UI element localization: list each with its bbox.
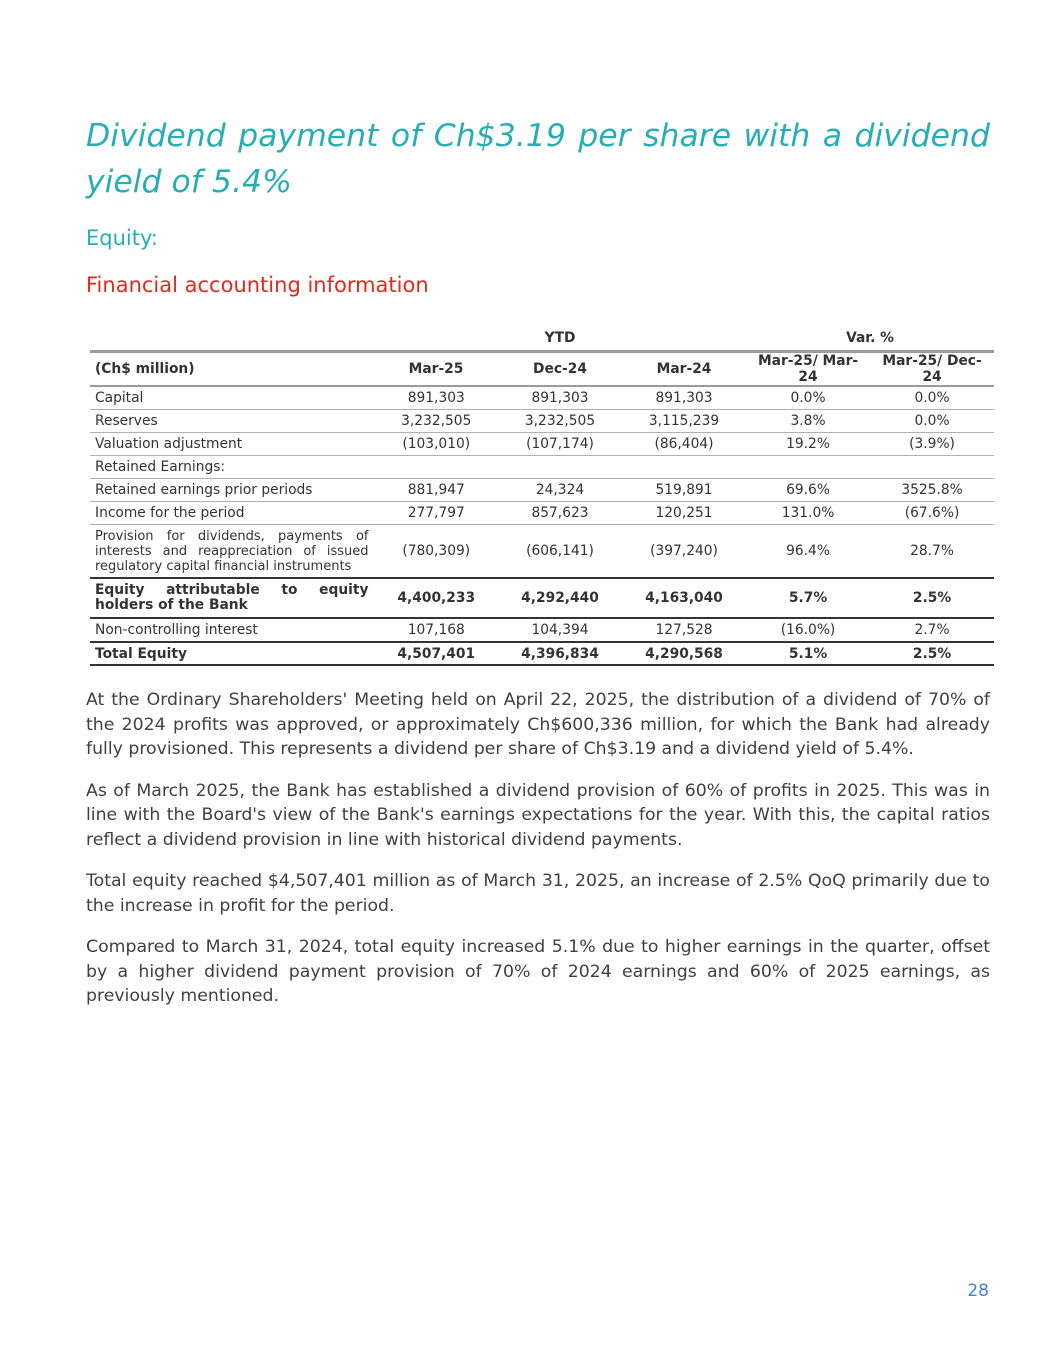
paragraph: Compared to March 31, 2024, total equity increased 5.1% due to higher earnings in the quarter, offset by a higher dividend payment provision of 70% of 2024 earnings and 60% of 2025 earnings, as previously mentioned. <box>86 937 990 1006</box>
table-row <box>90 502 994 525</box>
table-cell: 3,232,505 <box>374 410 498 433</box>
table-cell: 4,507,401 <box>374 642 498 665</box>
table-cell: (606,141) <box>498 525 622 579</box>
page-number: 28 <box>967 1281 989 1301</box>
table-cell: 5.1% <box>746 642 870 665</box>
equity-table <box>90 325 994 666</box>
row-label: Non-controlling interest <box>90 618 374 642</box>
table-cell: 120,251 <box>622 502 746 525</box>
table-cell: 5.7% <box>746 578 870 618</box>
ytd-group-header: YTD <box>544 329 576 346</box>
table-cell: 891,303 <box>622 386 746 410</box>
table-cell: 69.6% <box>746 479 870 502</box>
section-title: Equity: <box>86 226 158 250</box>
table-cell: 107,168 <box>374 618 498 642</box>
table-cell: 24,324 <box>498 479 622 502</box>
headline: Dividend payment of Ch$3.19 per share with a dividend yield of 5.4% <box>86 118 990 200</box>
table-cell: 4,290,568 <box>622 642 746 665</box>
column-header: (Ch$ million) <box>90 352 374 387</box>
table-cell: 19.2% <box>746 433 870 456</box>
table-cell: 891,303 <box>374 386 498 410</box>
row-label: Retained earnings prior periods <box>90 479 374 502</box>
var-group-header: Var. % <box>846 329 895 346</box>
subsection-title: Financial accounting information <box>86 273 429 297</box>
table-row <box>90 618 994 642</box>
table-cell: 4,163,040 <box>622 578 746 618</box>
table-cell: 4,400,233 <box>374 578 498 618</box>
table-group-header <box>90 325 994 352</box>
table-cell: (3.9%) <box>870 433 994 456</box>
row-label: Valuation adjustment <box>90 433 374 456</box>
column-header: Mar-25/ Dec-24 <box>870 352 994 387</box>
table-cell: (16.0%) <box>746 618 870 642</box>
table-cell: (107,174) <box>498 433 622 456</box>
paragraph: As of March 2025, the Bank has established a dividend provision of 60% of profits in 2025. This was in line with the Board's view of the Bank's earnings expectations for the year. With this, the capital ratios reflect a dividend provision in line with historical dividend payments. <box>86 780 990 850</box>
table-cell: (86,404) <box>622 433 746 456</box>
body-text <box>86 688 990 1026</box>
table-cell: 0.0% <box>746 386 870 410</box>
table-cell: 277,797 <box>374 502 498 525</box>
row-label: Income for the period <box>90 502 374 525</box>
table-cell: 0.0% <box>870 386 994 410</box>
table-cell: 4,396,834 <box>498 642 622 665</box>
table-cell: 3,232,505 <box>498 410 622 433</box>
table-cell: 0.0% <box>870 410 994 433</box>
column-header: Mar-24 <box>622 352 746 387</box>
table-cell: (397,240) <box>622 525 746 579</box>
table-cell: 96.4% <box>746 525 870 579</box>
table-row <box>90 479 994 502</box>
table-cell: (780,309) <box>374 525 498 579</box>
table-cell: (67.6%) <box>870 502 994 525</box>
table-cell: 2.7% <box>870 618 994 642</box>
column-header: Mar-25/ Mar-24 <box>746 352 870 387</box>
table-cell: 131.0% <box>746 502 870 525</box>
table-cell: 104,394 <box>498 618 622 642</box>
row-label: Reserves <box>90 410 374 433</box>
table-cell: 857,623 <box>498 502 622 525</box>
table-row-subheading <box>90 456 994 479</box>
table-cell: 881,947 <box>374 479 498 502</box>
table-cell: 4,292,440 <box>498 578 622 618</box>
table-cell: 2.5% <box>870 642 994 665</box>
row-label: Equity attributable to equity holders of the Bank <box>90 578 374 618</box>
table-cell: 3.8% <box>746 410 870 433</box>
table-row <box>90 386 994 410</box>
table-cell: 28.7% <box>870 525 994 579</box>
table-cell: (103,010) <box>374 433 498 456</box>
row-label: Provision for dividends, payments of interests and reappreciation of issued regulatory capital financial instruments <box>90 525 374 579</box>
table-column-header <box>90 352 994 387</box>
table-cell: 891,303 <box>498 386 622 410</box>
paragraph: Total equity reached $4,507,401 million as of March 31, 2025, an increase of 2.5% QoQ primarily due to the increase in profit for the period. <box>86 871 990 916</box>
table-cell: 3525.8% <box>870 479 994 502</box>
row-label: Retained Earnings: <box>90 456 374 479</box>
table-row-subtotal <box>90 578 994 618</box>
table-cell: 519,891 <box>622 479 746 502</box>
table-cell: 127,528 <box>622 618 746 642</box>
table-cell: 3,115,239 <box>622 410 746 433</box>
table-row <box>90 410 994 433</box>
column-header: Dec-24 <box>498 352 622 387</box>
row-label: Total Equity <box>90 642 374 665</box>
table-row <box>90 433 994 456</box>
column-header: Mar-25 <box>374 352 498 387</box>
paragraph: At the Ordinary Shareholders' Meeting held on April 22, 2025, the distribution of a dividend of 70% of the 2024 profits was approved, or approximately Ch$600,336 million, for which the Bank had already fully provisioned. This represents a dividend per share of Ch$3.19 and a dividend yield of 5.4%. <box>86 690 990 759</box>
row-label: Capital <box>90 386 374 410</box>
table-row-total <box>90 642 994 665</box>
table-cell: 2.5% <box>870 578 994 618</box>
table-row <box>90 525 994 579</box>
